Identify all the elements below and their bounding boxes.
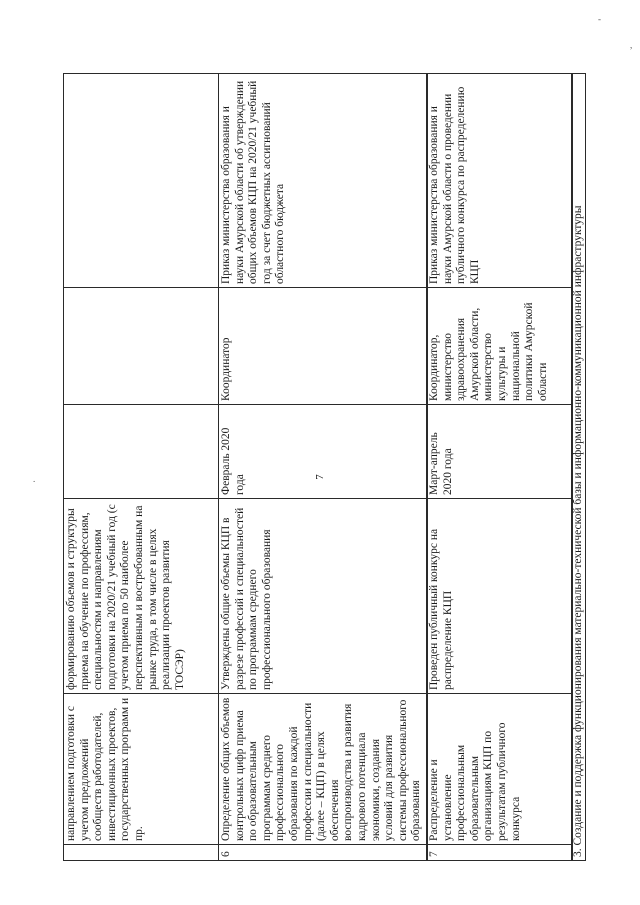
cell-number: 7: [427, 844, 572, 860]
page-number: 7: [314, 474, 326, 480]
cell-term: Март-апрель 2020 года: [427, 404, 572, 498]
cell-document: Приказ министерства образования и науки Амурской области об утверждении общих объемов КЦП на 2020/21 учебный год за счет бюджетных ассигнований областного бюджета: [220, 80, 287, 284]
cell-term: Февраль 2020 года: [219, 404, 427, 498]
cell-event: Распределение и установление профессиональным образовательным организациям КЦП по результатам публичного конкурса: [427, 693, 572, 844]
table-row: [426, 74, 573, 860]
section-heading-row: [571, 74, 586, 860]
cell-document: [64, 74, 218, 287]
cell-responsible: [64, 287, 218, 404]
cell-number: 6: [219, 844, 427, 860]
cell-document: Приказ министерства образования и науки Амурской области о проведении публичного конкурса по распределению КЦП: [428, 86, 481, 284]
section-heading: 3. Создание и поддержка функционирования материально-технической базы и информационно-коммуникационной инфраструктуры: [572, 205, 584, 857]
cell-number: [64, 844, 218, 860]
table-row-continuation: [64, 74, 219, 860]
cell-term: [64, 404, 218, 498]
cell-result: Проведен публичный конкурс на распределение КЦП: [427, 498, 572, 693]
cell-result: Утверждены общие объемы КЦП в разрезе профессий и специальностей по программам среднего профессионального образования: [219, 498, 427, 693]
scan-mark: -: [598, 14, 601, 24]
cell-responsible: Координатор, министерство здравоохранения Амурской области, министерство культуры и национальной политики Амурской области: [427, 287, 572, 404]
scan-mark: .: [33, 474, 36, 484]
scan-mark: ,: [630, 40, 633, 50]
table-row: [218, 74, 428, 860]
cell-event: Определение общих объемов контрольных цифр приема по образовательным программам среднего профессионального образования по каждой профессии и специальности (далее – КЦП) в целях обеспечения воспроизводства и развития кадрового потенциала экономики, создания условий для развития системы профессионального образования: [219, 693, 427, 844]
cell-responsible: Координатор: [219, 287, 427, 404]
plan-table: [63, 73, 586, 861]
cell-event: направлением подготовки с учетом предложений сообществ работодателей, инвестиционных проектов, государственных программ и пр.: [64, 693, 218, 844]
cell-result: формированию объемов и структуры приема на обучение по профессиям, специальностям и направлениям подготовки на 2020/21 учебный год (с учетом приема по 50 наиболее перспективным и востребованным на рынке труда, в том числе в целях реализации проектов развития ТОСЭР): [64, 498, 218, 693]
